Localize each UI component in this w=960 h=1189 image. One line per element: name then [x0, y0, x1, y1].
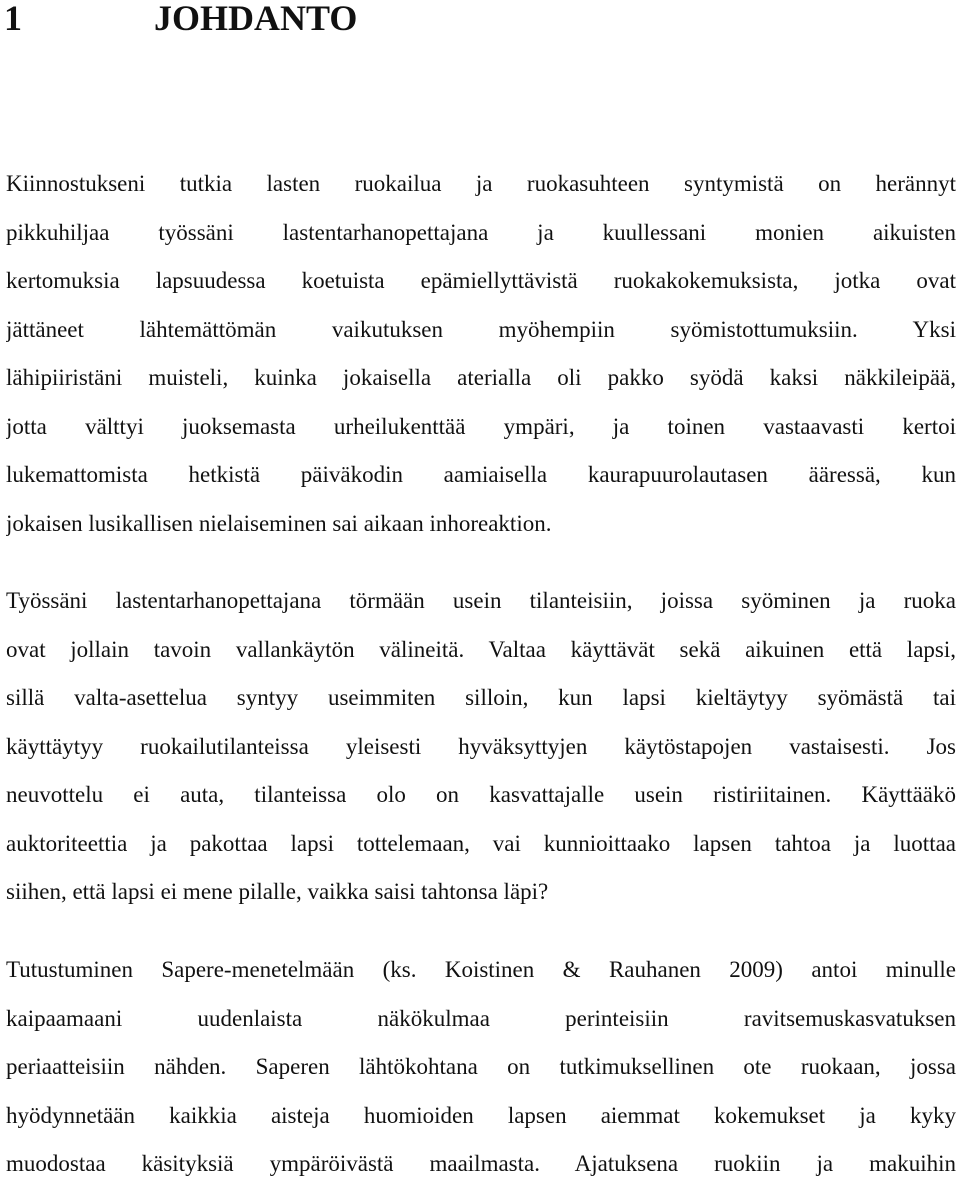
- paragraph-2: [6, 577, 956, 917]
- text-line: käyttäytyy ruokailutilanteissa yleisesti hyväksyttyjen käytöstapojen vastaisesti. Jos: [6, 733, 956, 759]
- text-line: jokaisen lusikallisen nielaiseminen sai aikaan inhoreaktion.: [6, 510, 552, 536]
- text-line: Työssäni lastentarhanopettajana törmään usein tilanteisiin, joissa syöminen ja ruoka: [6, 588, 956, 613]
- text-line: periaatteisiin nähden. Saperen lähtökohtana on tutkimuksellinen ote ruokaan, jossa: [6, 1054, 956, 1079]
- text-line: pikkuhiljaa työssäni lastentarhanopettajana ja kuullessani monien aikuisten: [6, 219, 956, 245]
- text-line: kaipaamaani uudenlaista näkökulmaa perinteisiin ravitsemuskasvatuksen: [6, 1005, 956, 1031]
- text-line: siihen, että lapsi ei mene pilalle, vaikka saisi tahtonsa läpi?: [6, 879, 549, 904]
- paragraph-3: [6, 946, 956, 1189]
- text-line: jotta välttyi juoksemasta urheilukenttää ympäri, ja toinen vastaavasti kertoi: [6, 413, 956, 439]
- text-line: lukemattomista hetkistä päiväkodin aamiaisella kaurapuurolautasen ääressä, kun: [6, 462, 956, 487]
- text-line: Tutustuminen Sapere-menetelmään (ks. Koistinen & Rauhanen 2009) antoi minulle: [6, 957, 956, 982]
- text-line: Kiinnostukseni tutkia lasten ruokailua ja ruokasuhteen syntymistä on herännyt: [6, 171, 956, 196]
- chapter-number: 1: [4, 0, 22, 38]
- text-line: kertomuksia lapsuudessa koetuista epämiellyttävistä ruokakokemuksista, jotka ovat: [6, 268, 956, 293]
- text-line: neuvottelu ei auta, tilanteissa olo on kasvattajalle usein ristiriitainen. Käyttääkö: [6, 782, 956, 807]
- text-line: lähipiiristäni muisteli, kuinka jokaisella aterialla oli pakko syödä kaksi näkkileipää,: [6, 365, 956, 390]
- text-line: muodostaa käsityksiä ympäröivästä maailmasta. Ajatuksena ruokiin ja makuihin: [6, 1151, 956, 1176]
- paragraph-1: [6, 160, 956, 548]
- text-line: hyödynnetään kaikkia aisteja huomioiden lapsen aiemmat kokemukset ja kyky: [6, 1102, 956, 1128]
- text-line: ovat jollain tavoin vallankäytön välineitä. Valtaa käyttävät sekä aikuinen että lapsi,: [6, 636, 956, 662]
- text-line: auktoriteettia ja pakottaa lapsi tottelemaan, vai kunnioittaako lapsen tahtoa ja luottaa: [6, 830, 956, 856]
- chapter-title: JOHDANTO: [154, 0, 358, 38]
- chapter-heading: [4, 0, 357, 42]
- text-line: jättäneet lähtemättömän vaikutuksen myöhempiin syömistottumuksiin. Yksi: [6, 316, 956, 342]
- text-line: sillä valta-asettelua syntyy useimmiten silloin, kun lapsi kieltäytyy syömästä tai: [6, 685, 956, 710]
